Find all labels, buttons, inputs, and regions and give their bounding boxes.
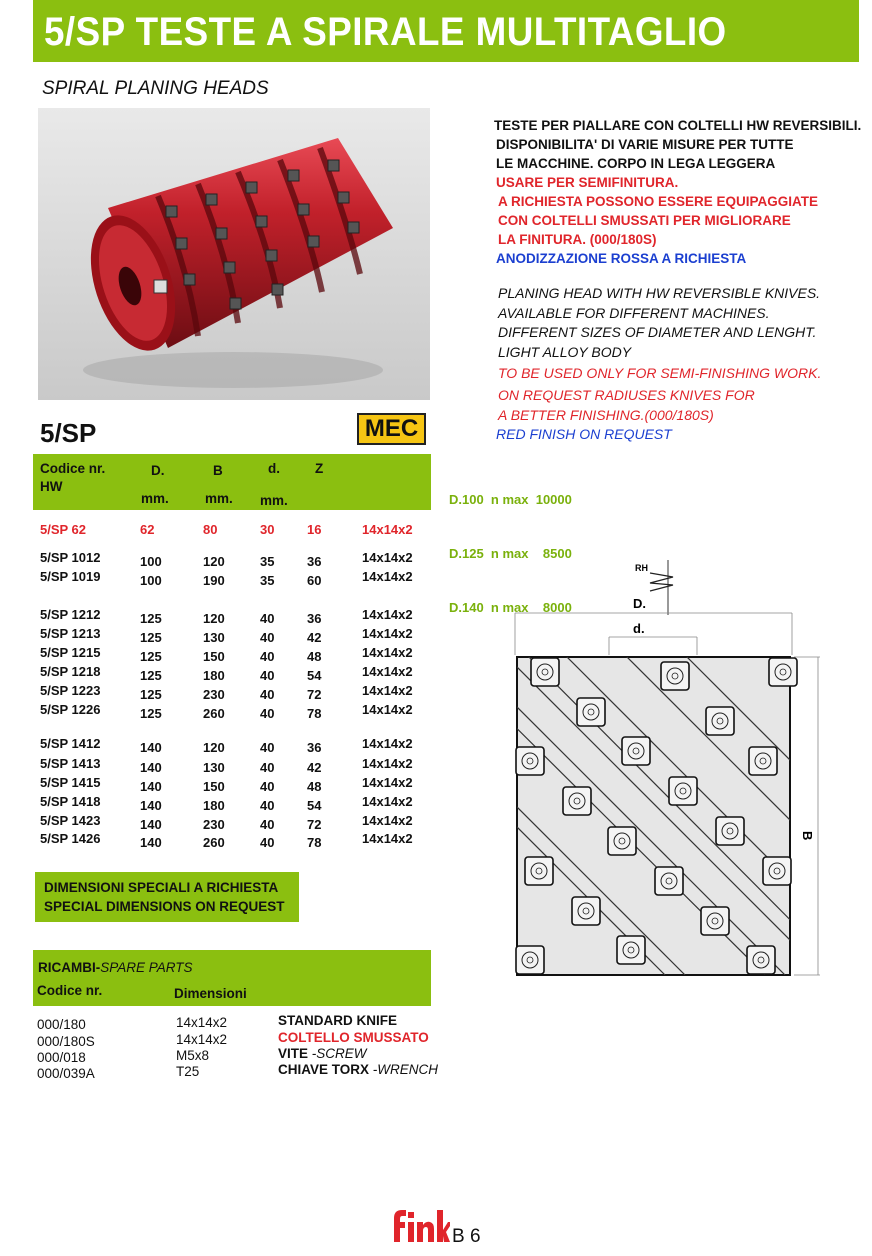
table-cell-code: 5/SP 62 [40,522,87,537]
table-cell-knife: 14x14x2 [362,569,413,584]
table-cell-d: 140 [140,798,162,813]
table-cell-b: 130 [203,760,225,775]
knife-insert [749,747,777,775]
table-cell-z: 42 [307,630,322,645]
table-cell-knife: 14x14x2 [362,683,413,698]
table-cell-code: 5/SP 1012 [40,550,101,565]
table-cell-d: 140 [140,817,162,832]
knife-insert [622,737,650,765]
table-cell-d: 40 [260,630,275,645]
knife-insert [563,787,591,815]
table-cell-d: 100 [140,573,162,588]
spare-code: 000/018 [37,1050,86,1065]
table-cell-d: 140 [140,760,162,775]
table-cell-z: 72 [307,817,322,832]
table-cell-z: 54 [307,668,322,683]
table-cell-z: 72 [307,687,322,702]
spare-description [278,1030,429,1045]
table-cell-d: 40 [260,668,275,683]
speed-line: D.140 n max 8000 [449,600,572,615]
rotation-icon [650,573,673,591]
table-cell-code: 5/SP 1415 [40,775,101,790]
spare-dimension: 14x14x2 [176,1032,228,1047]
table-cell-b: 120 [203,740,225,755]
knife-insert [661,662,689,690]
desc-it-line: LA FINITURA. (000/180S) [498,232,657,247]
cutter-body [517,657,790,975]
spare-description-main: COLTELLO SMUSSATO [278,1030,429,1045]
page-subtitle: SPIRAL PLANING HEADS [42,78,269,99]
desc-it-line: DISPONIBILITA' DI VARIE MISURE PER TUTTE [496,137,794,152]
special-line-en: SPECIAL DIMENSIONS ON REQUEST [44,899,285,914]
unit-diameter: mm. [141,491,169,506]
header-length: B [213,463,223,478]
label-outer-diameter: D. [633,596,646,611]
table-cell-knife: 14x14x2 [362,607,413,622]
table-cell-knife: 14x14x2 [362,813,413,828]
desc-en-line: RED FINISH ON REQUEST [496,426,672,443]
table-cell-z: 48 [307,649,322,664]
knife-insert [577,698,605,726]
table-cell-d: 35 [260,554,275,569]
table-cell-d: 40 [260,687,275,702]
technical-drawing [505,555,825,985]
table-cell-d: 30 [260,522,275,537]
table-cell-d: 40 [260,649,275,664]
table-cell-b: 180 [203,798,225,813]
model-code: 5/SP [40,418,97,448]
table-cell-code: 5/SP 1212 [40,607,101,622]
table-cell-z: 60 [307,573,322,588]
description-english [498,284,821,445]
table-cell-knife: 14x14x2 [362,775,413,790]
table-cell-b: 120 [203,554,225,569]
knife-insert [747,946,775,974]
table-cell-z: 36 [307,740,322,755]
special-line-it: DIMENSIONI SPECIALI A RICHIESTA [44,880,279,895]
table-cell-knife: 14x14x2 [362,756,413,771]
table-cell-d: 40 [260,706,275,721]
page-title: 5/SP TESTE A SPIRALE MULTITAGLIO [44,10,727,54]
spare-dimension: 14x14x2 [176,1015,228,1030]
desc-it-line: LE MACCHINE. CORPO IN LEGA LEGGERA [496,156,776,171]
spare-description-main: STANDARD KNIFE [278,1013,397,1028]
table-cell-knife: 14x14x2 [362,702,413,717]
spare-description [278,1013,397,1028]
desc-en-line: AVAILABLE FOR DIFFERENT MACHINES. [498,304,770,321]
table-cell-code: 5/SP 1213 [40,626,101,641]
table-cell-d: 40 [260,835,275,850]
table-cell-d: 40 [260,779,275,794]
header-diameter: D. [151,463,165,478]
table-cell-code: 5/SP 1412 [40,736,101,751]
unit-length: mm. [205,491,233,506]
desc-en-line: A BETTER FINISHING.(000/180S) [498,406,714,423]
label-length: B [800,831,815,841]
table-cell-knife: 14x14x2 [362,522,413,537]
table-cell-d: 125 [140,630,162,645]
fink-logo [390,1206,450,1246]
speed-line: D.100 n max 10000 [449,492,572,507]
table-cell-d: 125 [140,687,162,702]
table-cell-knife: 14x14x2 [362,645,413,660]
table-cell-knife: 14x14x2 [362,831,413,846]
table-cell-z: 48 [307,779,322,794]
table-cell-b: 80 [203,522,218,537]
table-cell-d: 35 [260,573,275,588]
desc-en-line: PLANING HEAD WITH HW REVERSIBLE KNIVES. [498,285,821,301]
table-cell-d: 125 [140,706,162,721]
table-cell-z: 36 [307,554,322,569]
table-cell-d: 40 [260,798,275,813]
table-cell-d: 140 [140,779,162,794]
table-cell-d: 125 [140,649,162,664]
header-code: Codice nr. [40,461,106,476]
table-cell-code: 5/SP 1019 [40,569,101,584]
table-cell-z: 78 [307,706,322,721]
knife-insert [572,897,600,925]
desc-en-line: DIFFERENT SIZES OF DIAMETER AND LENGHT. [498,324,817,341]
label-rh: RH [635,563,648,573]
table-cell-b: 260 [203,835,225,850]
spare-dimension: T25 [176,1064,200,1079]
table-cell-b: 230 [203,817,225,832]
spare-description-en: -SCREW [311,1046,367,1061]
spare-description-main: CHIAVE TORX [278,1062,373,1077]
knife-insert [763,857,791,885]
page-number: B 6 [452,1226,481,1247]
knife-insert [617,936,645,964]
table-cell-z: 78 [307,835,322,850]
desc-en-line: LIGHT ALLOY BODY [498,343,632,360]
product-photo [38,108,430,400]
table-cell-d: 125 [140,668,162,683]
label-bore: d. [633,621,645,636]
table-cell-knife: 14x14x2 [362,736,413,751]
table-cell-b: 130 [203,630,225,645]
table-cell-d: 140 [140,740,162,755]
table-cell-knife: 14x14x2 [362,626,413,641]
table-cell-b: 260 [203,706,225,721]
table-cell-d: 40 [260,817,275,832]
speed-line: D.125 n max 8500 [449,546,572,561]
knife-insert [516,946,544,974]
table-cell-b: 230 [203,687,225,702]
desc-en-line: ON REQUEST RADIUSES KNIVES FOR [498,386,755,403]
spare-code: 000/180 [37,1017,86,1032]
desc-it-line: ANODIZZAZIONE ROSSA A RICHIESTA [496,251,747,266]
knife-insert [531,658,559,686]
table-cell-z: 54 [307,798,322,813]
table-cell-code: 5/SP 1215 [40,645,101,660]
knife-insert [716,817,744,845]
table-cell-d: 40 [260,611,275,626]
knife-insert [516,747,544,775]
spare-col-code: Codice nr. [37,983,103,998]
table-cell-knife: 14x14x2 [362,664,413,679]
table-cell-d: 100 [140,554,162,569]
spare-code: 000/180S [37,1034,95,1049]
table-cell-b: 180 [203,668,225,683]
knife-insert [706,707,734,735]
unit-bore: mm. [260,493,288,508]
spare-parts-title [38,960,193,975]
knife-insert [608,827,636,855]
mec-badge: MEC [357,413,426,445]
special-dimensions-text [44,878,285,916]
spare-description-main: VITE [278,1046,312,1061]
header-bore: d. [268,461,280,476]
table-cell-code: 5/SP 1413 [40,756,101,771]
spare-code: 000/039A [37,1066,95,1081]
spare-col-dim: Dimensioni [174,986,247,1001]
desc-it-line: USARE PER SEMIFINITURA. [496,175,679,190]
table-cell-code: 5/SP 1423 [40,813,101,828]
desc-it-line: TESTE PER PIALLARE CON COLTELLI HW REVERSIBILI. [494,118,862,133]
knife-insert [669,777,697,805]
table-cell-z: 16 [307,522,322,537]
table-cell-code: 5/SP 1426 [40,831,101,846]
table-cell-code: 5/SP 1218 [40,664,101,679]
desc-it-line: CON COLTELLI SMUSSATI PER MIGLIORARE [498,213,791,228]
table-cell-code: 5/SP 1418 [40,794,101,809]
spare-title-it: RICAMBI- [38,960,101,975]
spare-description [278,1062,438,1077]
knife-insert [655,867,683,895]
spare-description-en: -WRENCH [372,1062,439,1077]
spare-title-en: SPARE PARTS [100,960,193,975]
table-cell-d: 40 [260,740,275,755]
table-cell-d: 40 [260,760,275,775]
description-italian [494,116,861,268]
desc-en-line: TO BE USED ONLY FOR SEMI-FINISHING WORK. [498,365,822,382]
table-cell-code: 5/SP 1223 [40,683,101,698]
table-cell-b: 150 [203,649,225,664]
table-cell-b: 150 [203,779,225,794]
spare-dimension: M5x8 [176,1048,210,1063]
table-cell-knife: 14x14x2 [362,794,413,809]
knife-insert [525,857,553,885]
header-teeth: Z [315,461,324,476]
knife-insert [701,907,729,935]
table-cell-knife: 14x14x2 [362,550,413,565]
table-cell-d: 140 [140,835,162,850]
spare-description [278,1046,367,1061]
desc-it-line: A RICHIESTA POSSONO ESSERE EQUIPAGGIATE [498,194,819,209]
table-cell-d: 125 [140,611,162,626]
table-cell-code: 5/SP 1226 [40,702,101,717]
table-cell-z: 36 [307,611,322,626]
knife-insert [769,658,797,686]
table-cell-d: 62 [140,522,155,537]
header-code-hw: HW [40,479,63,494]
table-cell-b: 120 [203,611,225,626]
table-cell-z: 42 [307,760,322,775]
table-cell-b: 190 [203,573,225,588]
